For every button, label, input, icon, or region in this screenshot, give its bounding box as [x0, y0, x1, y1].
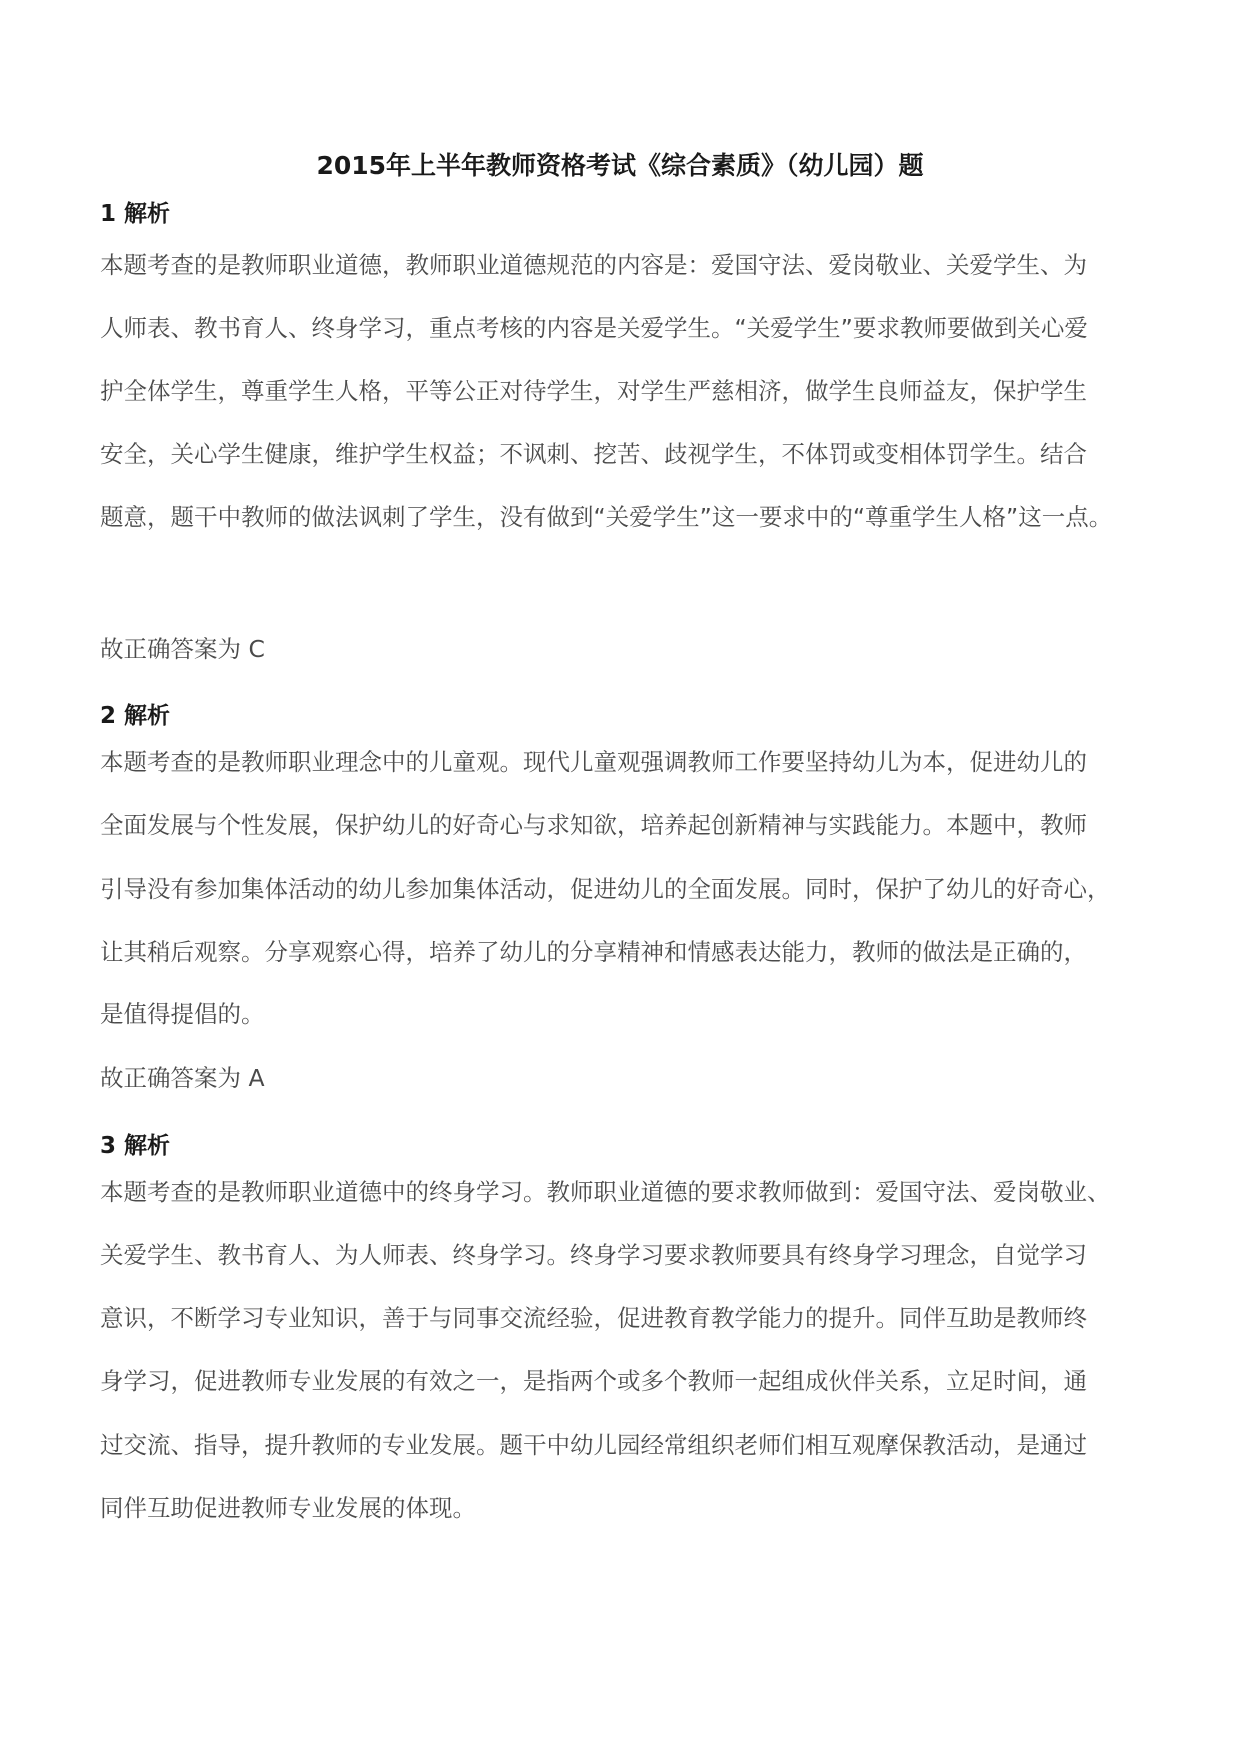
paragraph-line: 护全体学生，尊重学生人格，平等公正对待学生，对学生严慈相济，做学生良师益友，保护学生 [100, 377, 1087, 405]
paragraph-line: 本题考查的是教师职业道德中的终身学习。教师职业道德的要求教师做到：爱国守法、爱岗敬业、 [100, 1178, 1111, 1206]
paragraph-line: 是值得提倡的。 [100, 1000, 265, 1028]
document-title: 2015年上半年教师资格考试《综合素质》（幼儿园）题 [316, 151, 924, 180]
paragraph-line: 关爱学生、教书育人、为人师表、终身学习。终身学习要求教师要具有终身学习理念，自觉学习 [100, 1241, 1087, 1269]
section-heading: 1 解析 [100, 201, 171, 227]
paragraph-line: 本题考查的是教师职业理念中的儿童观。现代儿童观强调教师工作要坚持幼儿为本，促进幼儿的 [100, 748, 1087, 776]
paragraph-line: 同伴互助促进教师专业发展的体现。 [100, 1494, 476, 1522]
paragraph-line: 本题考查的是教师职业道德，教师职业道德规范的内容是：爱国守法、爱岗敬业、关爱学生、为 [100, 251, 1087, 279]
paragraph-line: 题意，题干中教师的做法讽刺了学生，没有做到“关爱学生”这一要求中的“尊重学生人格”这一点。 [100, 503, 1113, 531]
paragraph-line: 让其稍后观察。分享观察心得，培养了幼儿的分享精神和情感表达能力，教师的做法是正确的， [100, 938, 1087, 966]
paragraph-line: 身学习，促进教师专业发展的有效之一，是指两个或多个教师一起组成伙伴关系，立足时间，通 [100, 1367, 1087, 1395]
paragraph-line: 全面发展与个性发展，保护幼儿的好奇心与求知欲，培养起创新精神与实践能力。本题中，教师 [100, 811, 1087, 839]
section-heading: 3 解析 [100, 1133, 171, 1159]
paragraph-line: 意识，不断学习专业知识，善于与同事交流经验，促进教育教学能力的提升。同伴互助是教师终 [100, 1304, 1087, 1332]
answer-line: 故正确答案为 C [100, 635, 265, 663]
section-heading: 2 解析 [100, 703, 171, 729]
paragraph-line: 引导没有参加集体活动的幼儿参加集体活动，促进幼儿的全面发展。同时，保护了幼儿的好奇心， [100, 875, 1111, 903]
paragraph-line: 人师表、教书育人、终身学习，重点考核的内容是关爱学生。“关爱学生”要求教师要做到关心爱 [100, 314, 1088, 342]
paragraph-line: 安全，关心学生健康，维护学生权益；不讽刺、挖苦、歧视学生，不体罚或变相体罚学生。结合 [100, 440, 1087, 468]
answer-line: 故正确答案为 A [100, 1064, 265, 1092]
paragraph-line: 过交流、指导，提升教师的专业发展。题干中幼儿园经常组织老师们相互观摩保教活动，是通过 [100, 1431, 1087, 1459]
